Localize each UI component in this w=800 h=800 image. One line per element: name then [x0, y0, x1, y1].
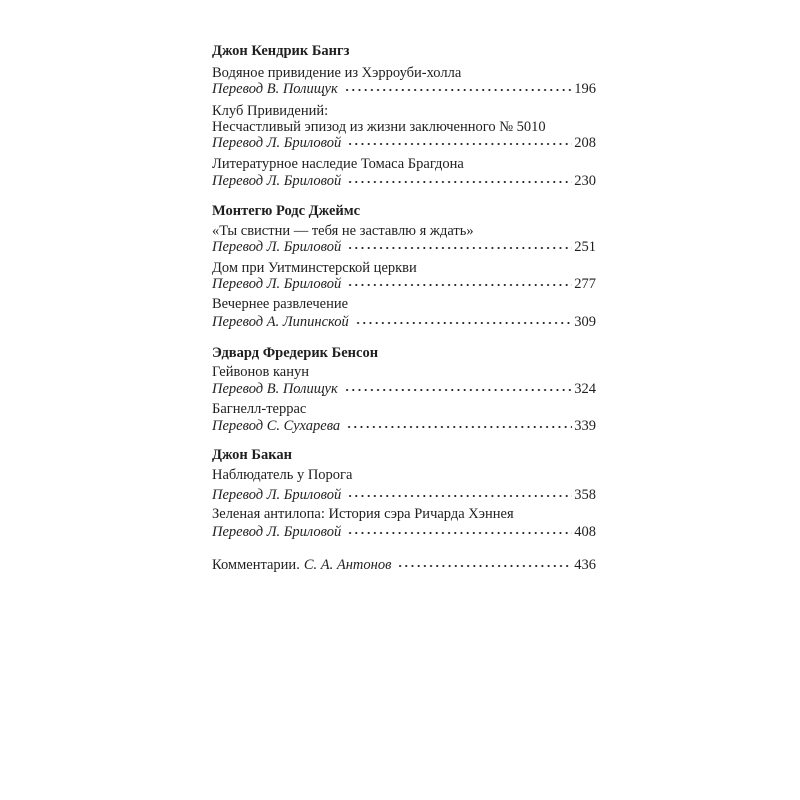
toc-entry-row [212, 380, 596, 398]
story-title: Багнелл-террас [212, 401, 307, 417]
dot-leader [397, 561, 572, 571]
toc-entry-row [212, 172, 596, 190]
page-number: 436 [574, 557, 596, 573]
page-number: 277 [574, 276, 596, 292]
dot-leader [344, 85, 573, 95]
commentary-author: С. А. Антонов [303, 557, 392, 573]
story-title: Клуб Привидений: [212, 103, 329, 119]
translator-credit: Перевод Л. Бриловой [212, 239, 342, 255]
toc-entry-row [212, 80, 596, 98]
toc-entry-row [212, 238, 596, 256]
author-heading: Монтегю Родс Джеймс [212, 203, 361, 219]
toc-entry-row [212, 486, 596, 504]
dot-leader [347, 491, 572, 501]
dot-leader [347, 139, 572, 149]
dot-leader [347, 280, 572, 290]
page-number: 230 [574, 173, 596, 189]
author-heading: Эдвард Фредерик Бенсон [212, 345, 379, 361]
translator-credit: Перевод А. Липинской [212, 314, 349, 330]
dot-leader [355, 318, 572, 328]
story-title: Гейвонов канун [212, 364, 309, 380]
translator-credit: Перевод Л. Бриловой [212, 276, 342, 292]
story-title: Дом при Уитминстерской церкви [212, 260, 417, 276]
story-title: Вечернее развлечение [212, 296, 349, 312]
toc-entry-row [212, 523, 596, 541]
story-title-continued: Несчастливый эпизод из жизни заключенного № 5010 [212, 119, 546, 135]
dot-leader [347, 528, 572, 538]
dot-leader [344, 385, 573, 395]
page-number: 251 [574, 239, 596, 255]
page-number: 358 [574, 487, 596, 503]
translator-credit: Перевод В. Полищук [212, 81, 338, 97]
author-heading: Джон Кендрик Бангз [212, 43, 350, 59]
page-number: 309 [574, 314, 596, 330]
dot-leader [346, 422, 572, 432]
translator-credit: Перевод Л. Бриловой [212, 524, 342, 540]
dot-leader [347, 243, 572, 253]
page-number: 339 [574, 418, 596, 434]
translator-credit: Перевод В. Полищук [212, 381, 338, 397]
dot-leader [347, 177, 572, 187]
page-number: 324 [574, 381, 596, 397]
page-number: 196 [574, 81, 596, 97]
commentary-label: Комментарии. [212, 557, 300, 573]
story-title: «Ты свистни — тебя не заставлю я ждать» [212, 223, 474, 239]
page-number: 208 [574, 135, 596, 151]
toc-entry-row [212, 275, 596, 293]
toc-entry-row [212, 134, 596, 152]
author-heading: Джон Бакан [212, 447, 292, 463]
story-title: Водяное привидение из Хэрроуби-холла [212, 65, 462, 81]
translator-credit: Перевод Л. Бриловой [212, 487, 342, 503]
story-title: Литературное наследие Томаса Брагдона [212, 156, 464, 172]
page-number: 408 [574, 524, 596, 540]
translator-credit: Перевод С. Сухарева [212, 418, 341, 434]
story-title: Наблюдатель у Порога [212, 467, 353, 483]
translator-credit: Перевод Л. Бриловой [212, 135, 342, 151]
story-title: Зеленая антилопа: История сэра Ричарда Хэннея [212, 506, 514, 522]
toc-entry-row [212, 417, 596, 435]
toc-entry-row [212, 313, 596, 331]
commentary-entry-row [212, 556, 596, 574]
translator-credit: Перевод Л. Бриловой [212, 173, 342, 189]
